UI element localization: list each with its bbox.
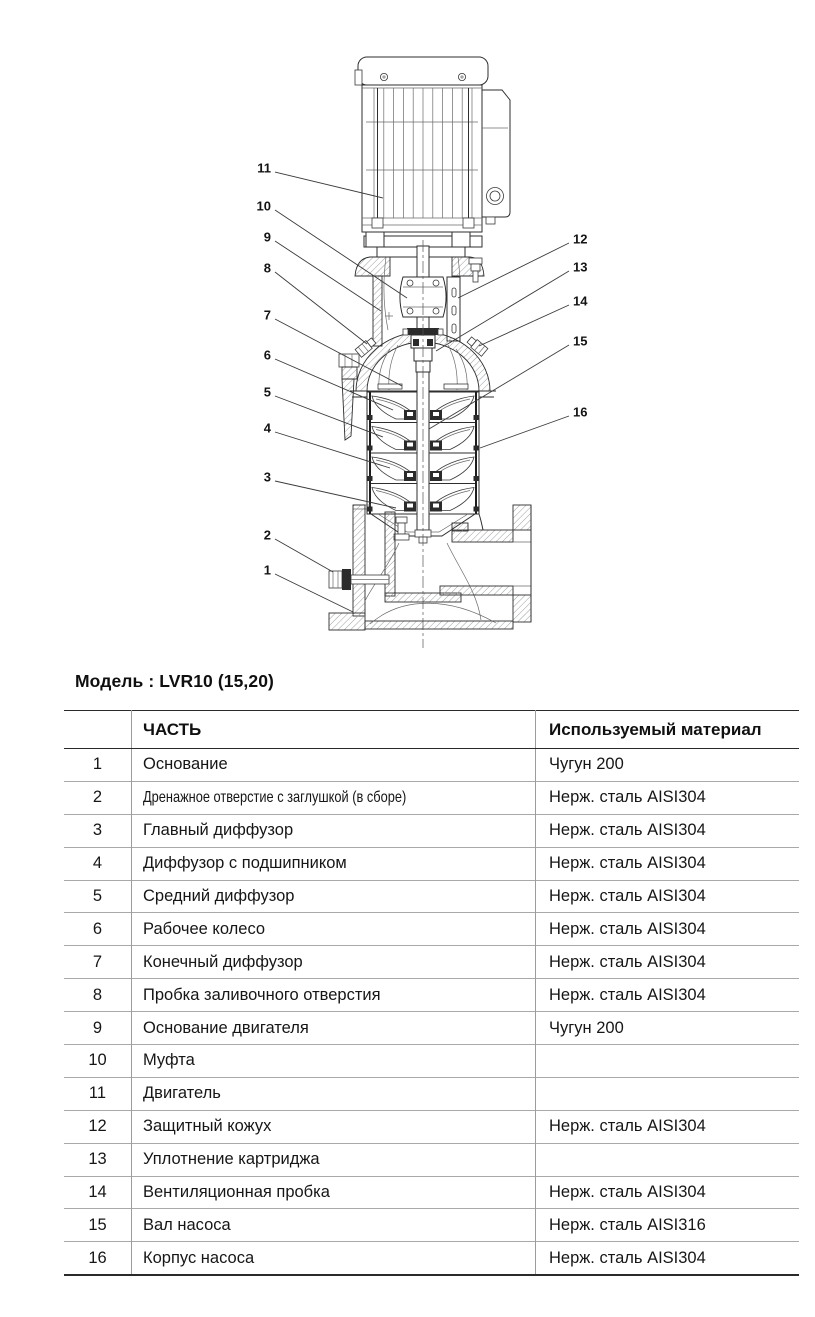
cell-material: Нерж. сталь AISI304 — [536, 880, 800, 913]
parts-table-body — [64, 749, 799, 1276]
callout-5: 5 — [263, 384, 271, 400]
callout-3: 3 — [263, 469, 271, 485]
cell-num: 5 — [64, 880, 132, 913]
callout-2: 2 — [263, 527, 271, 543]
cell-num: 3 — [64, 814, 132, 847]
leader-line-16 — [480, 416, 569, 448]
model-title: Модель : LVR10 (15,20) — [75, 671, 274, 691]
callout-6: 6 — [263, 347, 271, 363]
cell-part: Вал насоса — [132, 1209, 536, 1242]
parts-table — [64, 710, 799, 1276]
table-row — [64, 1110, 799, 1143]
cell-material: Нерж. сталь AISI304 — [536, 781, 800, 814]
cell-material — [536, 1077, 800, 1110]
cell-part: Двигатель — [132, 1077, 536, 1110]
cell-num: 15 — [64, 1209, 132, 1242]
header-row — [64, 711, 799, 749]
cell-num: 11 — [64, 1077, 132, 1110]
cell-part: Уплотнение картриджа — [132, 1143, 536, 1176]
cell-part: Вентиляционная пробка — [132, 1176, 536, 1209]
cell-material: Нерж. сталь AISI304 — [536, 946, 800, 979]
cell-num: 2 — [64, 781, 132, 814]
table-row — [64, 1077, 799, 1110]
callout-14: 14 — [573, 293, 588, 309]
table-row — [64, 1242, 799, 1275]
cell-material: Нерж. сталь AISI304 — [536, 1242, 800, 1275]
cell-num: 13 — [64, 1143, 132, 1176]
cell-num: 7 — [64, 946, 132, 979]
cell-part: Муфта — [132, 1045, 536, 1078]
table-row — [64, 979, 799, 1012]
cell-material: Нерж. сталь AISI304 — [536, 1176, 800, 1209]
terminal-box-drawing — [482, 90, 510, 224]
callout-10: 10 — [256, 198, 271, 214]
table-row — [64, 1012, 799, 1045]
cell-material: Чугун 200 — [549, 755, 624, 774]
callout-16: 16 — [573, 404, 588, 420]
cell-material: Нерж. сталь AISI304 — [536, 847, 800, 880]
cell-part: Защитный кожух — [132, 1110, 536, 1143]
cell-part: Главный диффузор — [132, 814, 536, 847]
cell-num: 6 — [64, 913, 132, 946]
callout-15: 15 — [573, 333, 588, 349]
callout-7: 7 — [263, 307, 271, 323]
cell-material: Нерж. сталь AISI304 — [536, 979, 800, 1012]
table-row — [64, 913, 799, 946]
callout-9: 9 — [263, 229, 271, 245]
leader-line-2 — [275, 539, 333, 572]
header-material: Используемый материал — [536, 711, 800, 749]
cell-part: Пробка заливочного отверстия — [132, 979, 536, 1012]
coupling-drawing — [385, 277, 446, 320]
cell-material: Нерж. сталь AISI316 — [536, 1209, 800, 1242]
cell-num: 16 — [64, 1242, 132, 1275]
callout-8: 8 — [263, 260, 271, 276]
cell-part: Корпус насоса — [132, 1242, 536, 1275]
cell-num: 8 — [64, 979, 132, 1012]
callout-13: 13 — [573, 259, 588, 275]
cell-num: 14 — [64, 1176, 132, 1209]
cell-part: Конечный диффузор — [132, 946, 536, 979]
cell-part: Диффузор с подшипником — [132, 847, 536, 880]
table-row — [64, 1045, 799, 1078]
table-row — [64, 946, 799, 979]
callout-11: 11 — [257, 160, 271, 176]
table-row — [64, 847, 799, 880]
cell-material: Нерж. сталь AISI304 — [536, 913, 800, 946]
leader-line-14 — [479, 305, 569, 346]
table-row — [64, 1143, 799, 1176]
cell-num: 12 — [64, 1110, 132, 1143]
cell-material — [536, 1143, 800, 1176]
table-row — [64, 1209, 799, 1242]
cell-material: Чугун 200 — [536, 1012, 800, 1045]
header-num — [64, 711, 132, 749]
cell-num: 9 — [64, 1012, 132, 1045]
cell-material: Нерж. сталь AISI304 — [536, 814, 800, 847]
table-row — [64, 1176, 799, 1209]
header-part: ЧАСТЬ — [132, 711, 536, 749]
callout-4: 4 — [263, 420, 271, 436]
cell-part: Основание двигателя — [132, 1012, 536, 1045]
cell-num: 4 — [64, 847, 132, 880]
callout-1: 1 — [263, 562, 271, 578]
table-row — [64, 749, 799, 782]
shaft-guard-drawing — [447, 277, 460, 341]
parts-table-header — [64, 711, 799, 749]
cell-material: Нерж. сталь AISI304 — [536, 1110, 800, 1143]
leader-line-8 — [275, 272, 367, 344]
cell-num: 1 — [64, 749, 132, 782]
cell-part: Средний диффузор — [132, 880, 536, 913]
cell-part: Основание — [132, 749, 536, 782]
cell-material — [536, 1045, 800, 1078]
table-row — [64, 814, 799, 847]
cell-part — [132, 781, 536, 814]
motor-drawing — [355, 57, 488, 247]
cell-num: 10 — [64, 1045, 132, 1078]
table-row — [64, 880, 799, 913]
part-label-condensed: Дренажное отверстие с заглушкой (в сборе) — [143, 789, 407, 807]
table-row — [64, 781, 799, 814]
cell-part: Рабочее колесо — [132, 913, 536, 946]
callout-12: 12 — [573, 231, 588, 247]
